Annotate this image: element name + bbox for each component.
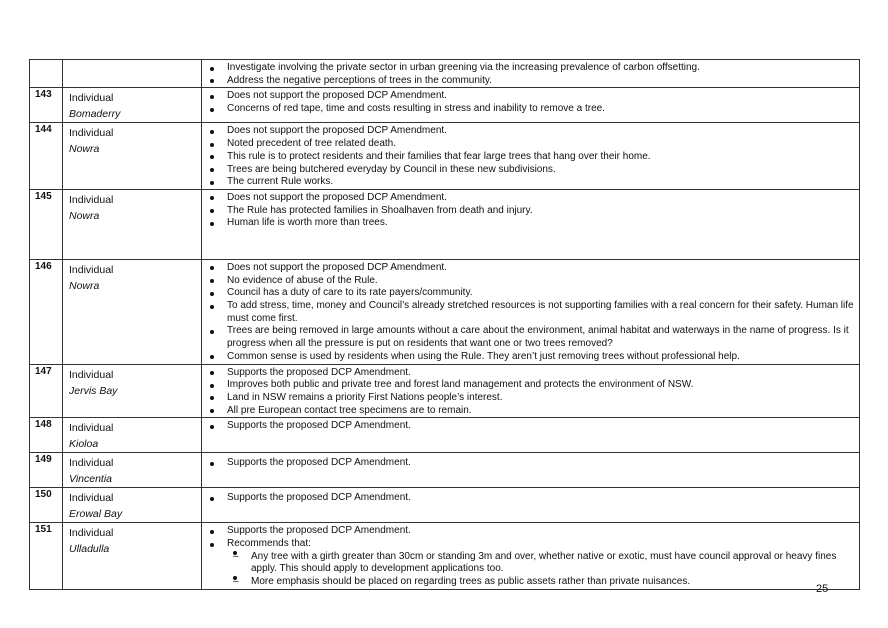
submitter-cell <box>63 364 202 418</box>
submission-number: 149 <box>30 453 63 488</box>
submission-number <box>30 60 63 88</box>
table-row <box>30 88 860 123</box>
table-row <box>30 488 860 523</box>
comment-item: Improves both public and private tree and forest land management and protects the environment of NSW. <box>204 379 857 392</box>
comments-cell <box>202 60 860 88</box>
comment-item: No evidence of abuse of the Rule. <box>204 275 857 288</box>
comments-cell <box>202 453 860 488</box>
table-row <box>30 453 860 488</box>
comment-item: Supports the proposed DCP Amendment. <box>204 492 857 505</box>
comments-cell <box>202 123 860 190</box>
submitter-cell <box>63 189 202 259</box>
submission-number: 144 <box>30 123 63 190</box>
submitter-type: Individual <box>69 92 114 105</box>
comment-item: Does not support the proposed DCP Amendment. <box>204 192 857 205</box>
submitter-type: Individual <box>69 492 114 505</box>
submission-number: 143 <box>30 88 63 123</box>
submitter-location: Vincentia <box>69 473 113 486</box>
page-number: 25 <box>816 583 829 595</box>
submission-number: 150 <box>30 488 63 523</box>
submitter-cell <box>63 123 202 190</box>
comment-list <box>204 457 857 470</box>
comment-item: Does not support the proposed DCP Amendment. <box>204 90 857 103</box>
comment-item: Human life is worth more than trees. <box>204 217 857 230</box>
submitter-type: Individual <box>69 457 114 470</box>
comment-item: Does not support the proposed DCP Amendment. <box>204 262 857 275</box>
comment-item: Trees are being butchered everyday by Council in these new subdivisions. <box>204 164 857 177</box>
comment-item: This rule is to protect residents and their families that fear large trees that hang over their home. <box>204 151 857 164</box>
comment-item: Does not support the proposed DCP Amendment. <box>204 125 857 138</box>
submitter-cell <box>63 453 202 488</box>
submitter-location: Nowra <box>69 209 100 222</box>
comment-list <box>204 262 857 364</box>
submitter-type: Individual <box>69 127 114 140</box>
comment-list <box>204 367 857 418</box>
comment-item: Supports the proposed DCP Amendment. <box>204 525 857 538</box>
sub-comment-list <box>227 551 857 589</box>
submission-number: 148 <box>30 418 63 453</box>
submitter-location: Jervis Bay <box>69 384 118 397</box>
comment-item: The Rule has protected families in Shoalhaven from death and injury. <box>204 205 857 218</box>
comment-item: Supports the proposed DCP Amendment. <box>204 367 857 380</box>
submitter-location: Kioloa <box>69 438 99 451</box>
submission-number: 147 <box>30 364 63 418</box>
comments-cell <box>202 88 860 123</box>
submitter-location: Erowal Bay <box>69 508 123 521</box>
submitter-location: Nowra <box>69 143 100 156</box>
submitter-type: Individual <box>69 263 114 276</box>
table-row <box>30 523 860 590</box>
submitter-type: Individual <box>69 527 114 540</box>
submissions-body <box>30 60 860 590</box>
comment-item: Investigate involving the private sector in urban greening via the increasing prevalence of carbon offsetting. <box>204 62 857 75</box>
table-row <box>30 259 860 364</box>
comment-list <box>204 420 857 433</box>
submissions-table <box>29 59 860 590</box>
comment-list <box>204 90 857 115</box>
comment-item: All pre European contact tree specimens are to remain. <box>204 405 857 418</box>
comments-cell <box>202 488 860 523</box>
submitter-type: Individual <box>69 368 114 381</box>
table-row <box>30 364 860 418</box>
comments-cell <box>202 189 860 259</box>
comments-cell <box>202 259 860 364</box>
comment-item <box>204 538 857 589</box>
submitter-location: Bomaderry <box>69 108 121 121</box>
comment-item: Concerns of red tape, time and costs resulting in stress and inability to remove a tree. <box>204 103 857 116</box>
submitter-cell <box>63 418 202 453</box>
submission-number: 146 <box>30 259 63 364</box>
comment-item: Trees are being removed in large amounts without a care about the environment, animal habitat and waterways in the name of progress. Is it progress when all the pressure is put on residents that want one or two trees removed? <box>204 325 857 350</box>
comment-item: Council has a duty of care to its rate payers/community. <box>204 287 857 300</box>
comment-list <box>204 62 857 87</box>
submitter-location: Nowra <box>69 279 100 292</box>
comment-item-text: Recommends that: <box>227 538 311 550</box>
comment-list <box>204 525 857 589</box>
submitter-cell <box>63 259 202 364</box>
sub-comment-item: – Any tree with a girth greater than 30cm or standing 3m and over, whether native or exotic, must have council approval or heavy fines apply. This should apply to development applications too. <box>227 551 857 576</box>
comment-item: The current Rule works. <box>204 176 857 189</box>
submitter-cell <box>63 488 202 523</box>
submitter-type: Individual <box>69 422 114 435</box>
submission-number: 145 <box>30 189 63 259</box>
sub-comment-item: – More emphasis should be placed on regarding trees as public assets rather than private nuisances. <box>227 576 857 589</box>
submitter-cell <box>63 60 202 88</box>
comments-cell <box>202 364 860 418</box>
submitter-cell <box>63 88 202 123</box>
comments-cell <box>202 418 860 453</box>
comment-item: Land in NSW remains a priority First Nations people’s interest. <box>204 392 857 405</box>
table-row <box>30 123 860 190</box>
comment-list <box>204 492 857 505</box>
comment-item: Noted precedent of tree related death. <box>204 138 857 151</box>
comments-cell <box>202 523 860 590</box>
table-row <box>30 418 860 453</box>
comment-list <box>204 125 857 189</box>
table-row <box>30 60 860 88</box>
submitter-cell <box>63 523 202 590</box>
comment-item: Common sense is used by residents when using the Rule. They aren’t just removing trees without professional help. <box>204 351 857 364</box>
submitter-type: Individual <box>69 193 114 206</box>
comment-item: To add stress, time, money and Council’s already stretched resources is not supporting families with a real concern for their safety. Human life must come first. <box>204 300 857 325</box>
comment-list <box>204 192 857 230</box>
comment-item: Supports the proposed DCP Amendment. <box>204 457 857 470</box>
comment-item: Supports the proposed DCP Amendment. <box>204 420 857 433</box>
table-row <box>30 189 860 259</box>
submitter-location: Ulladulla <box>69 543 110 556</box>
submission-number: 151 <box>30 523 63 590</box>
comment-item: Address the negative perceptions of trees in the community. <box>204 75 857 88</box>
